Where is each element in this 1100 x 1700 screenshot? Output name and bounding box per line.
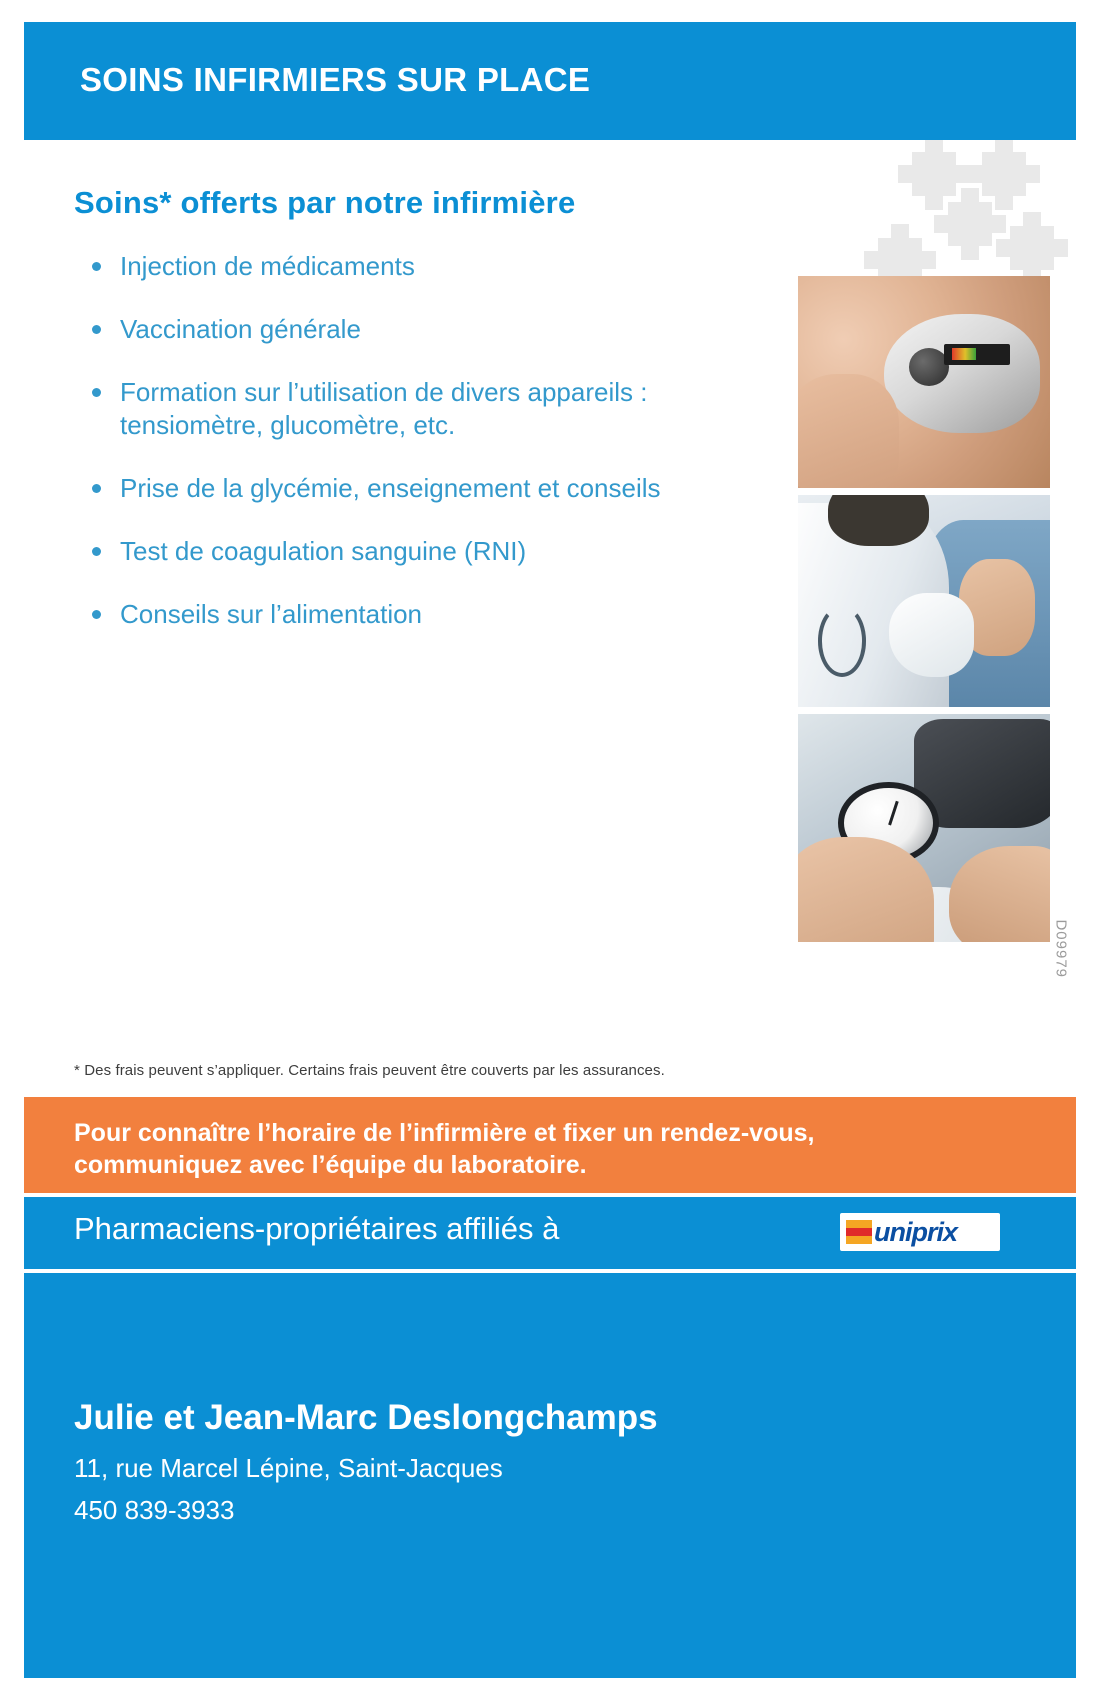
bullet-icon [92, 547, 101, 556]
logo-wordmark: uniprix [874, 1217, 958, 1247]
list-item [74, 598, 694, 631]
services-list [74, 250, 694, 661]
pharmacy-phone: 450 839-3933 [74, 1495, 235, 1525]
plus-icon [1010, 226, 1054, 270]
service-label: Test de coagulation sanguine (RNI) [120, 536, 527, 566]
header-bar [24, 22, 1076, 140]
finger [798, 374, 899, 488]
callout-line-1: Pour connaître l’horaire de l’infirmière et fixer un rendez-vous, [74, 1119, 815, 1147]
service-label: Injection de médicaments [120, 251, 415, 281]
bullet-icon [92, 610, 101, 619]
nurse-hair [828, 495, 929, 546]
list-item [74, 250, 694, 283]
plus-icon [912, 152, 956, 196]
bullet-icon [92, 262, 101, 271]
service-label: Conseils sur l’alimentation [120, 599, 423, 629]
content-area [24, 140, 1076, 1097]
list-item [74, 472, 694, 505]
pharmacy-address: 11, rue Marcel Lépine, Saint-Jacques [74, 1453, 503, 1483]
service-label: Prise de la glycémie, enseignement et conseils [120, 473, 661, 503]
service-label: Formation sur l’utilisation de divers appareils : tensiomètre, glucomètre, etc. [120, 377, 648, 440]
device-screen [944, 344, 1010, 365]
plus-icon [982, 152, 1026, 196]
plus-icon [948, 202, 992, 246]
gauge-needle [888, 800, 899, 825]
glucometer-photo [798, 276, 1050, 488]
poster-card [24, 22, 1076, 1678]
page-title: SOINS INFIRMIERS SUR PLACE [80, 61, 591, 98]
callout-band [24, 1097, 1076, 1193]
pharmacy-band [24, 1273, 1076, 1678]
list-item [74, 376, 694, 442]
document-code: D09979 [1053, 919, 1070, 978]
glucometer-device [884, 314, 1040, 433]
footnote-text: * Des frais peuvent s’appliquer. Certains frais peuvent être couverts par les assurances. [74, 1062, 665, 1079]
service-label: Vaccination générale [120, 314, 361, 344]
gloved-hand [889, 593, 975, 678]
callout-line-2: communiquez avec l’équipe du laboratoire. [74, 1151, 587, 1179]
affiliation-text: Pharmaciens-propriétaires affiliés à [74, 1211, 560, 1246]
stethoscope-icon [818, 605, 866, 677]
pharmacy-name: Julie et Jean-Marc Deslongchamps [74, 1398, 658, 1437]
bullet-icon [92, 388, 101, 397]
bullet-icon [92, 325, 101, 334]
list-item [74, 313, 694, 346]
section-subheading: Soins* offerts par notre infirmière [74, 185, 576, 220]
callout-text [74, 1117, 1024, 1181]
list-item [74, 535, 694, 568]
affiliation-band [24, 1197, 1076, 1269]
vaccination-photo [798, 495, 1050, 707]
bullet-icon [92, 484, 101, 493]
blood-pressure-photo [798, 714, 1050, 942]
uniprix-logo [840, 1213, 1000, 1251]
logo-stripes-icon [846, 1220, 872, 1244]
